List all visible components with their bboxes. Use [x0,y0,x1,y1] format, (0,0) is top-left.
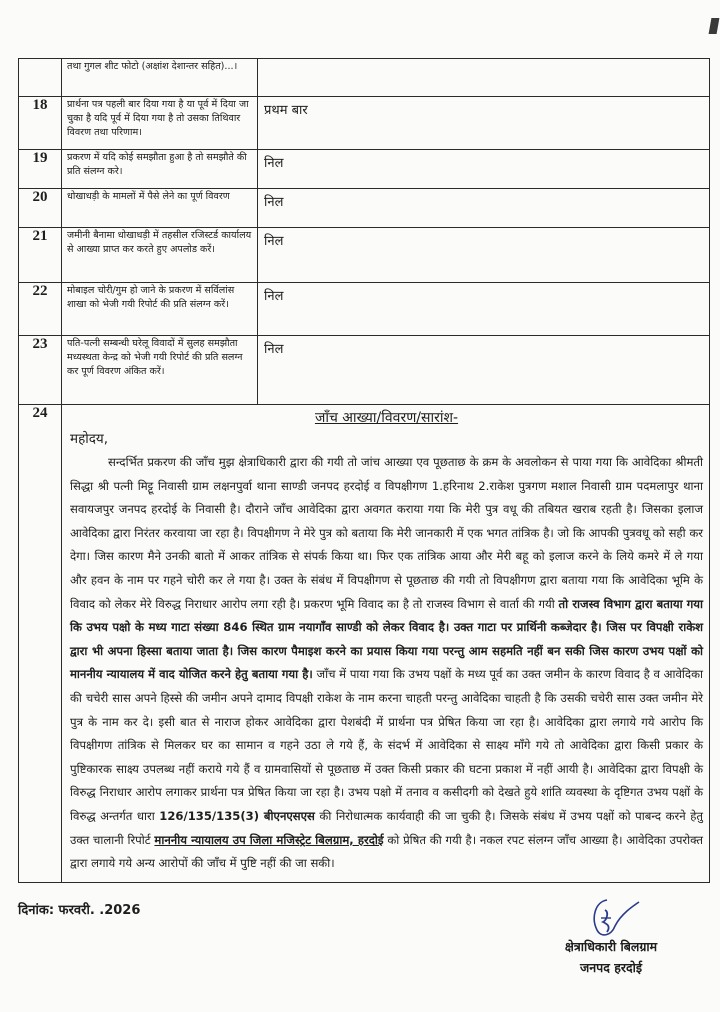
report-body [62,405,710,883]
row-number: 19 [19,150,62,189]
report-text-bold: तो राजस्व विभाग द्वारा बताया गया कि उभय पक्षो के मध्य गाटा संख्या 846 स्थित ग्राम नयागाँव साण्डी को लेकर विवाद है। उक्त गाटा पर प्रार्थिनी कब्जेदार है। जिस पर विपक्षी राकेश द्वारा भी अपना हिस्सा बताया जाता है। जिस कारण पैमाइश करने का प्रयास किया गया परन्तु आम सहमति नहीं बन सकी जिस कारण उभय पक्षों को माननीय न्यायालय में वाद योजित करने हेतु बताया गया है। [70,596,704,682]
row-number [19,59,62,97]
salutation: महोदय, [70,431,109,447]
report-text: जाँच में पाया गया कि उभय पक्षों के मध्य पूर्व का उक्त जमीन के कारण विवाद है व आवेदिका की चचेरी सास अपने हिस्से की जमीन अपने दामाद विपक्षी राकेश के नाम करना चाहती परन्तु आवेदिका चाहती है कि उसकी चचेरी सास उक्त जमीन मेरे पुत्र के नाम कर दे। इसी बात से नाराज होकर आवेदिका द्वारा पेशबंदी में प्रार्थना पत्र प्रेषित किया जा रहा है। आवेदिका द्वारा लगाये गये आरोप कि विपक्षीगण तांत्रिक से मिलकर घर का सामान व गहने उठा ले गये हैं, के संदर्भ में आवेदिका से साक्ष्य माँगे गये तो आवेदिका द्वारा किसी प्रकार के पुष्टिकारक साक्ष्य उपलब्ध नहीं कराये गये हैं व ग्रामवासियों से पूछताछ में उक्त किसी प्रकार की घटना प्रकाश में नहीं आयी है। आवेदिका द्वारा विपक्षी के विरुद्ध निराधार आरोप लगाकर प्रार्थना पत्र प्रेषित किया जा रहा है। उभय पक्षो में तनाव व कसीदगी को देखते हुये शांति व्यवस्था के दृष्टिगत उभय पक्षों के विरुद्ध अन्तर्गत धारा [70,667,703,823]
row-question: जमीनी बैनामा धोखाधड़ी में तहसील रजिस्टर्ड कार्यालय से आख्या प्राप्त कर करते हुए अपलोड करें। [62,228,258,283]
report-paragraph [70,451,703,876]
table-row [19,189,710,228]
row-answer: निल [258,228,710,283]
court-name: माननीय न्यायालय उप जिला मजिस्ट्रेट बिलग्राम, हरदोई [154,832,384,847]
row-number: 20 [19,189,62,228]
table-row-report [19,405,710,883]
row-answer: निल [258,150,710,189]
row-number: 18 [19,97,62,150]
row-question: पति-पत्नी सम्बन्धी घरेलू विवादों में सुलह समझौता मध्यस्थता केन्द्र को भेजी गयी रिपोर्ट की प्रति सलग्न कर पूर्ण विवरण अंकित करें। [62,336,258,405]
row-number: 21 [19,228,62,283]
row-question: धोखाधड़ी के मामलों में पैसे लेने का पूर्ण विवरण [62,189,258,228]
table-row [19,228,710,283]
inquiry-form-table [18,58,710,883]
report-text: सन्दर्भित प्रकरण की जाँच मुझ क्षेत्राधिकारी द्वारा की गयी तो जांच आख्या एव पूछताछ के क्रम के अवलोकन से पाया गया कि आवेदिका श्रीमती सिद्धा श्री पत्नी मिट्टू निवासी ग्राम लक्षनपुर्वा थाना साण्डी जनपद हरदोई व विपक्षीगण 1.हरिनाथ 2.राकेश पुत्रगण मशाल निवासी ग्राम पदमलापुर थाना सवायजपुर जनपद हरदोई के निवासी है। दौराने जाँच आवेदिका द्वारा अवगत कराया गया कि मेरी पुत्र वधू की तबियत खराब रहती है। जिसका इलाज आवेदिका द्वारा निरंतर करवाया जा रहा है। विपक्षीगण ने मेरे पुत्र को बताया कि मेरी जानकारी में एक भगत तांत्रिक है। जो कि आपकी पुत्रवधू को सही कर देगा। जिस कारण मैने उनकी बातो में आकर तांत्रिक से संपर्क किया था। फिर एक तांत्रिक आया और मेरी बहू को इलाज करने के लिये कमरे में ले गया और हवन के नाम पर गहने चोरी कर ले गया है। उक्त के संबंध में विपक्षीगण से पूछताछ की गयी तो विपक्षीगण द्वारा बताया गया कि आवेदिका भूमि के विवाद को लेकर मेरे विरुद्ध निराधार आरोप लगा रही है। प्रकरण भूमि विवाद का है तो राजस्व विभाग से वार्ता की गयी [70,455,703,611]
signature-icon [581,896,641,940]
table-row [19,283,710,336]
row-answer: निल [258,189,710,228]
report-page [18,58,710,883]
report-text: को प्रेषित की गयी है। नकल रपट संलग्न जाँच आख्या है। आवेदिका उपरोक्त द्वारा लगाये गये अन्य आरोपों की जाँच में पुष्टि नहीं की जा सकी। [70,832,703,871]
row-number: 23 [19,336,62,405]
page-edge-mark [709,18,720,34]
report-heading: जाँच आख्या/विवरण/सारांश- [314,410,459,426]
table-row [19,59,710,97]
row-question: तथा गुगल शीट फोटो (अक्षांश देशान्तर सहित)...। [62,59,258,97]
table-row [19,150,710,189]
row-answer [258,59,710,97]
officer-district: जनपद हरदोई [579,960,643,975]
report-date: दिनांक: फरवरी. .2026 [18,903,141,918]
legal-section: 126/135/135(3) बीएनएसएस [159,808,315,823]
row-answer: निल [258,283,710,336]
table-row [19,336,710,405]
table-row [19,97,710,150]
row-answer: निल [258,336,710,405]
report-text: की निरोधात्मक कार्यवाही की जा चुकी है। जिसके संबंध में उभय पक्षों को पाबन्द करने हेतु उक्त चालानी रिपोर्ट [70,808,703,847]
row-number: 22 [19,283,62,336]
officer-designation: क्षेत्राधिकारी बिलग्राम [564,939,658,954]
row-question: मोबाइल चोरी/गुम हो जाने के प्रकरण में सर्विलांस शाखा को भेजी गयी रिपोर्ट की प्रति संलग्न करें। [62,283,258,336]
row-answer: प्रथम बार [258,97,710,150]
row-question: प्रार्थना पत्र पहली बार दिया गया है या पूर्व में दिया जा चुका है यदि पूर्व में दिया गया है तो उसका तिथिवार विवरण तथा परिणाम। [62,97,258,150]
row-number: 24 [19,405,62,883]
row-question: प्रकरण में यदि कोई समझौता हुआ है तो समझौते की प्रति संलग्न करे। [62,150,258,189]
signature-block [536,896,686,978]
